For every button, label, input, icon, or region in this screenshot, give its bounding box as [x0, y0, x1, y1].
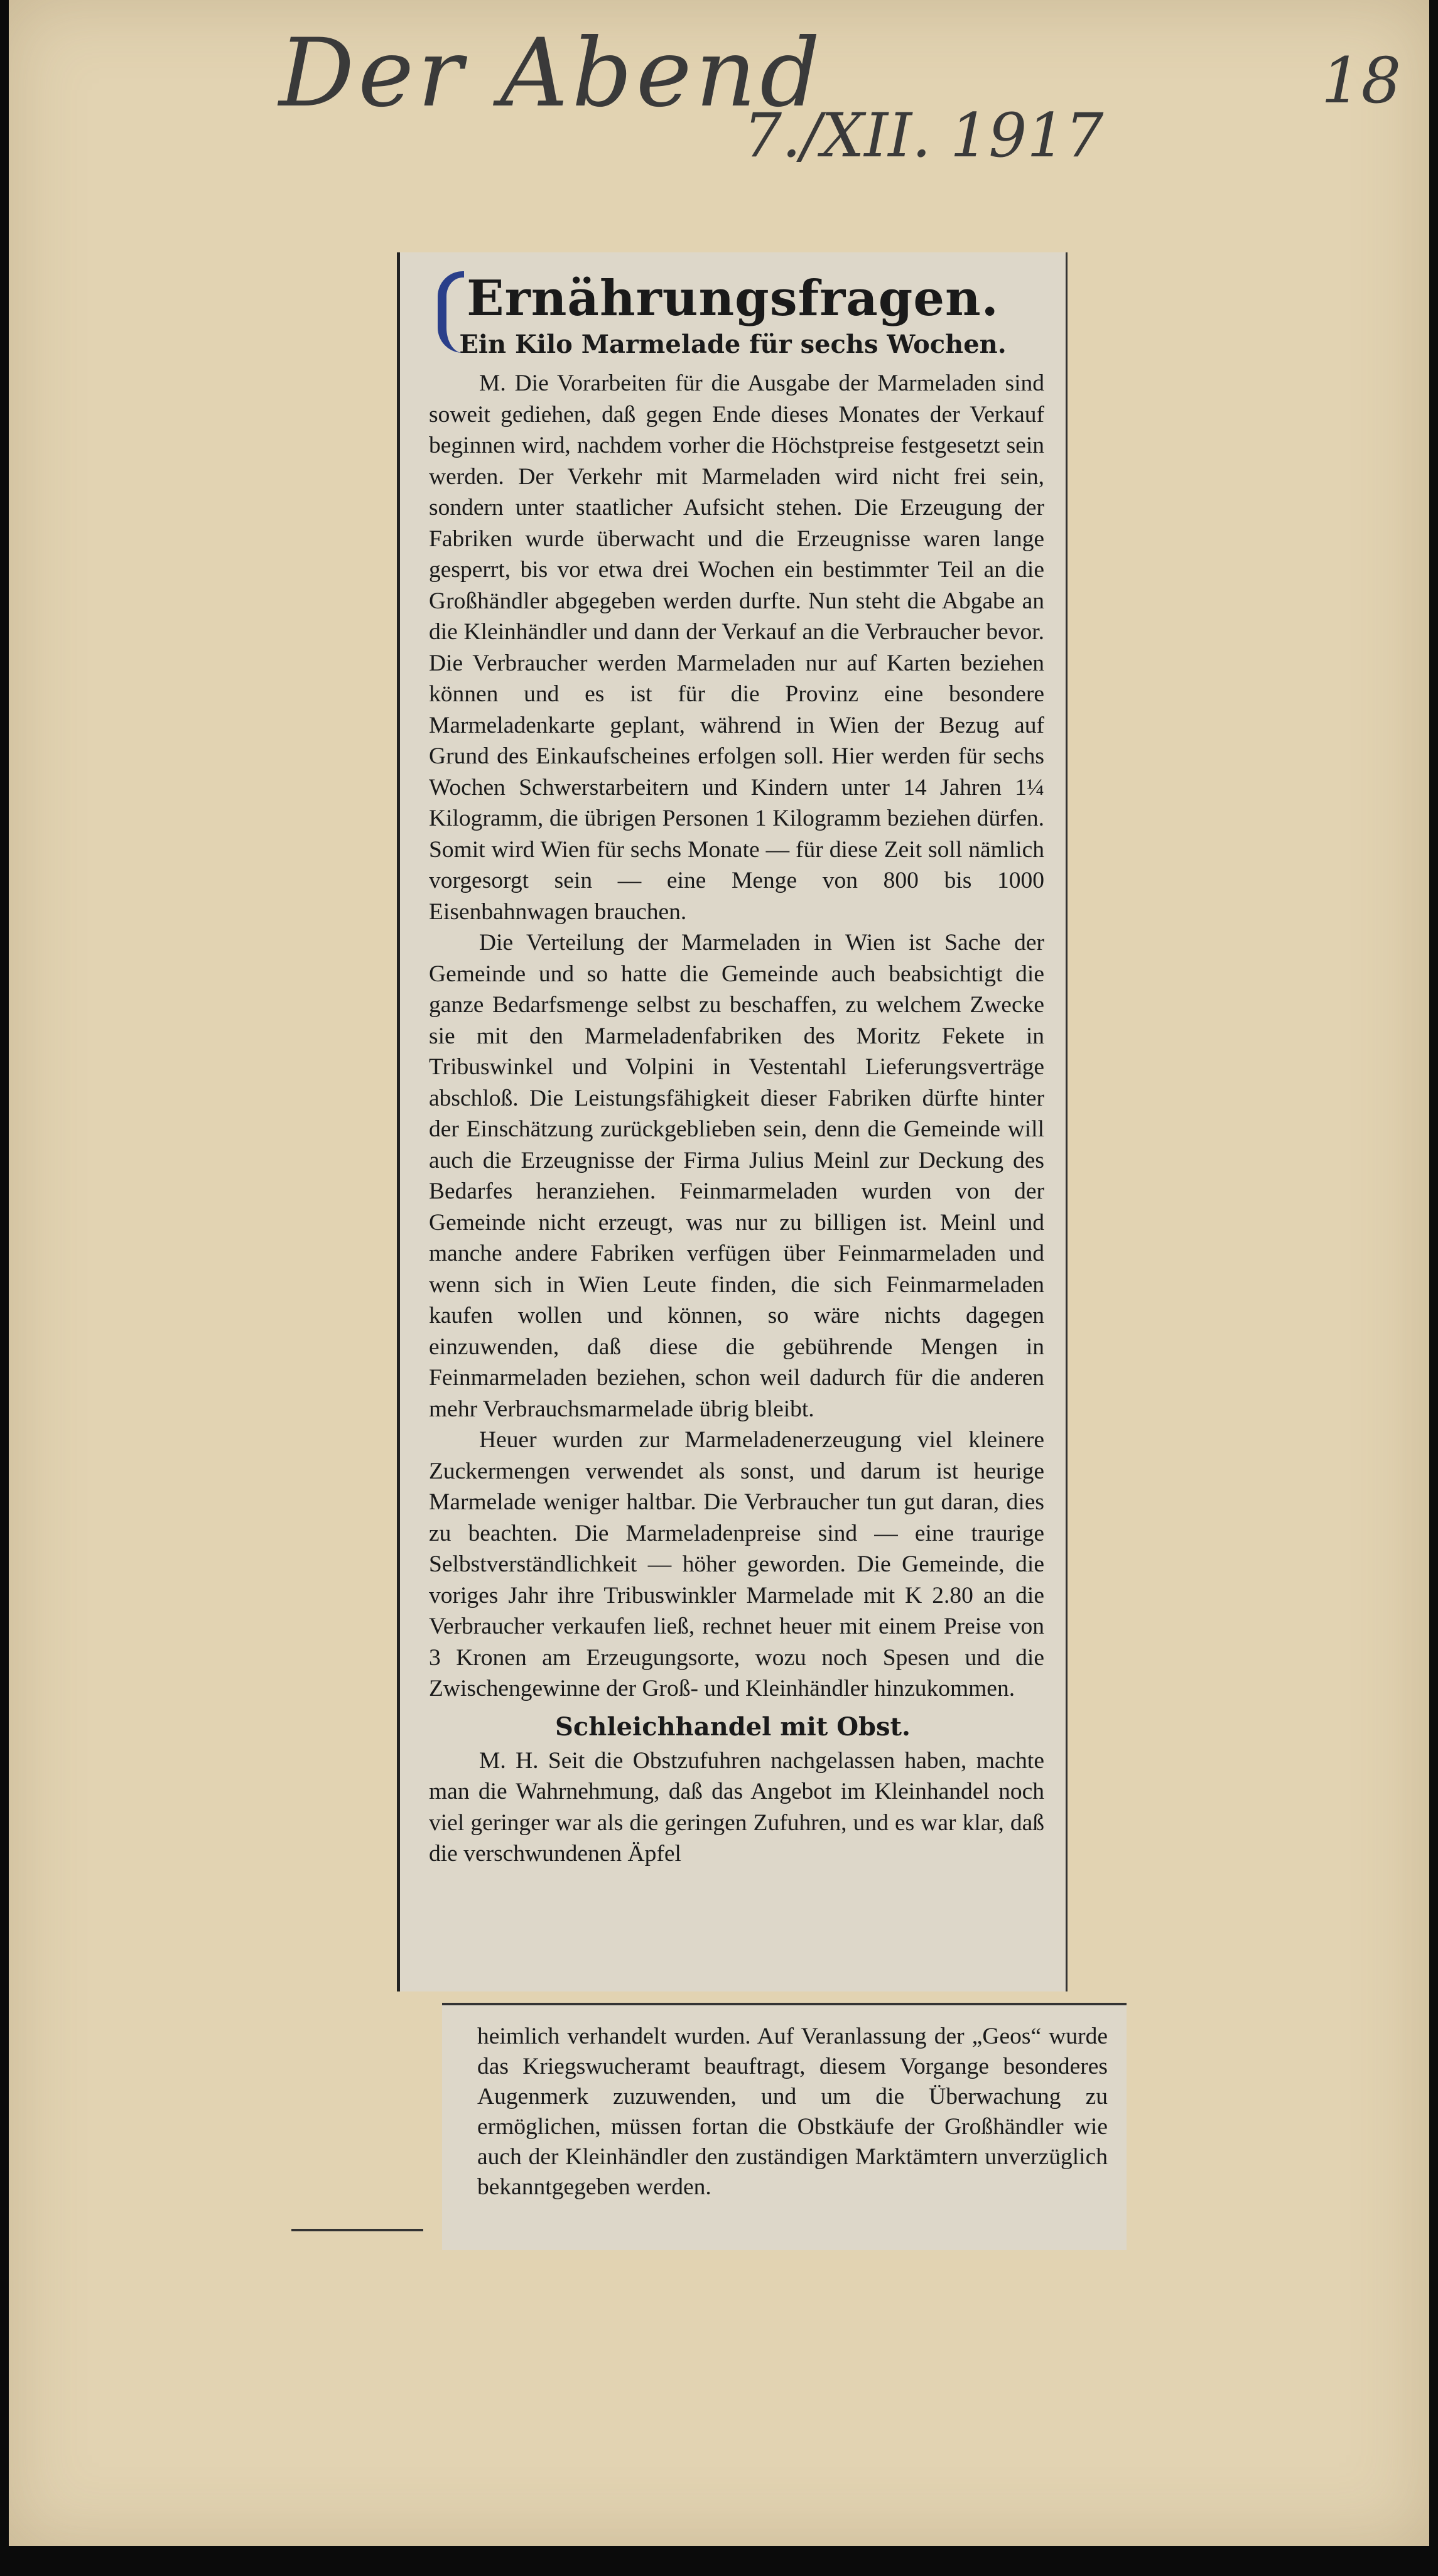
blue-pencil-mark — [438, 271, 464, 353]
article-continuation: heimlich verhandelt wurden. Auf Veranlassung der „Geos“ wurde das Kriegswucheramt beauftragt, diesem Vorgange besonderes Augenmerk zuzuwenden, und um die Überwachung zu ermöglichen, müssen fortan die Obstkäufe der Großhändler wie auch der Kleinhändler den zuständigen Marktämtern unverzüglich bekanntgegeben werden. — [477, 2024, 1108, 2200]
handwritten-source: Der Abend — [279, 19, 824, 128]
end-rule — [291, 2229, 423, 2231]
article-subheading-obst: Schleichhandel mit Obst. — [555, 1711, 911, 1742]
article-paragraph-1: M. Die Vorarbeiten für die Ausgabe der Marmeladen sind soweit gediehen, daß gegen Ende dieses Monates der Verkauf beginnen wird, nachdem vorher die Höchstpreise festgesetzt sein werden. Der Verkehr mit Marmeladen wird nicht frei sein, sondern unter staatlicher Aufsicht stehen. Die Erzeugung der Fabriken wurde überwacht und die Erzeugnisse waren lange gesperrt, bis vor etwa drei Wochen ein bestimmter Teil an die Großhändler abgegeben werden durfte. Nun steht die Abgabe an die Kleinhändler und dann der Verkauf an die Verbraucher bevor. Die Verbraucher werden Marmeladen nur auf Karten beziehen können und es ist für die Provinz eine besondere Marmeladenkarte geplant, während in Wien der Bezug auf Grund des Einkaufscheines erfolgen soll. Hier werden für sechs Wochen Schwerstarbeitern und Kindern unter 14 Jahren 1¼ Kilogramm, die übrigen Personen 1 Kilogramm beziehen dürfen. Somit wird Wien für sechs Monate — für diese Zeit soll nämlich vorgesorgt sein — eine Menge von 800 bis 1000 Eisenbahnwagen brauchen. — [429, 370, 1044, 925]
article-paragraph-2: Die Verteilung der Marmeladen in Wien ist Sache der Gemeinde und so hatte die Gemeinde auch beabsichtigt die ganze Bedarfsmenge selbst zu beschaffen, zu welchem Zwecke sie mit den Marmeladenfabriken des Moritz Fekete in Tribuswinkel und Volpini in Vestentahl Lieferungsverträge abschloß. Die Leistungsfähigkeit dieser Fabriken dürfte hinter der Einschätzung zurückgeblieben sein, denn die Gemeinde will auch die Erzeugnisse der Firma Julius Meinl zur Deckung des Bedarfes heranziehen. Feinmarmeladen wurden von der Gemeinde nicht erzeugt, was nur zu billigen ist. Meinl und manche andere Fabriken verfügen über Feinmarmeladen und wenn sich in Wien Leute finden, die sich Feinmarmeladen kaufen wollen und können, so wäre nichts dagegen einzuwenden, daß diese die gebührende Mengen in Feinmarmeladen beziehen, schon weil dadurch für die anderen mehr Verbrauchsmarmelade übrig bleibt. — [429, 930, 1044, 1422]
handwritten-page-number: 18 — [1321, 44, 1402, 117]
article-title: Ernährungsfragen. — [467, 270, 999, 327]
article-paragraph-3: Heuer wurden zur Marmeladenerzeugung viel kleinere Zuckermengen verwendet als sonst, und darum ist heurige Marmelade weniger haltbar. Die Verbraucher tun gut daran, dies zu beachten. Die Marmeladenpreise sind — eine traurige Selbstverständlichkeit — höher geworden. Die Gemeinde, die voriges Jahr ihre Tribuswinkler Marmelade mit K 2.80 an die Verbraucher verkaufen ließ, rechnet heuer mit einem Preise von 3 Kronen am Erzeugungsorte, wozu noch Spesen und die Zwischengewinne der Groß- und Kleinhändler hinzukommen. — [429, 1427, 1044, 1701]
archive-sheet — [9, 0, 1429, 2546]
article-subtitle: Ein Kilo Marmelade für sechs Wochen. — [459, 330, 1007, 359]
article-paragraph-obst: M. H. Seit die Obstzufuhren nachgelassen haben, machte man die Wahrnehmung, daß das Angebot im Kleinhandel noch viel geringer war als die geringen Zufuhren, und es war klar, daß die verschwundenen Äpfel — [429, 1747, 1044, 1867]
handwritten-date: 7./XII. 1917 — [743, 100, 1104, 171]
newspaper-clipping-continuation — [442, 2003, 1127, 2250]
newspaper-clipping-main — [397, 252, 1068, 1991]
